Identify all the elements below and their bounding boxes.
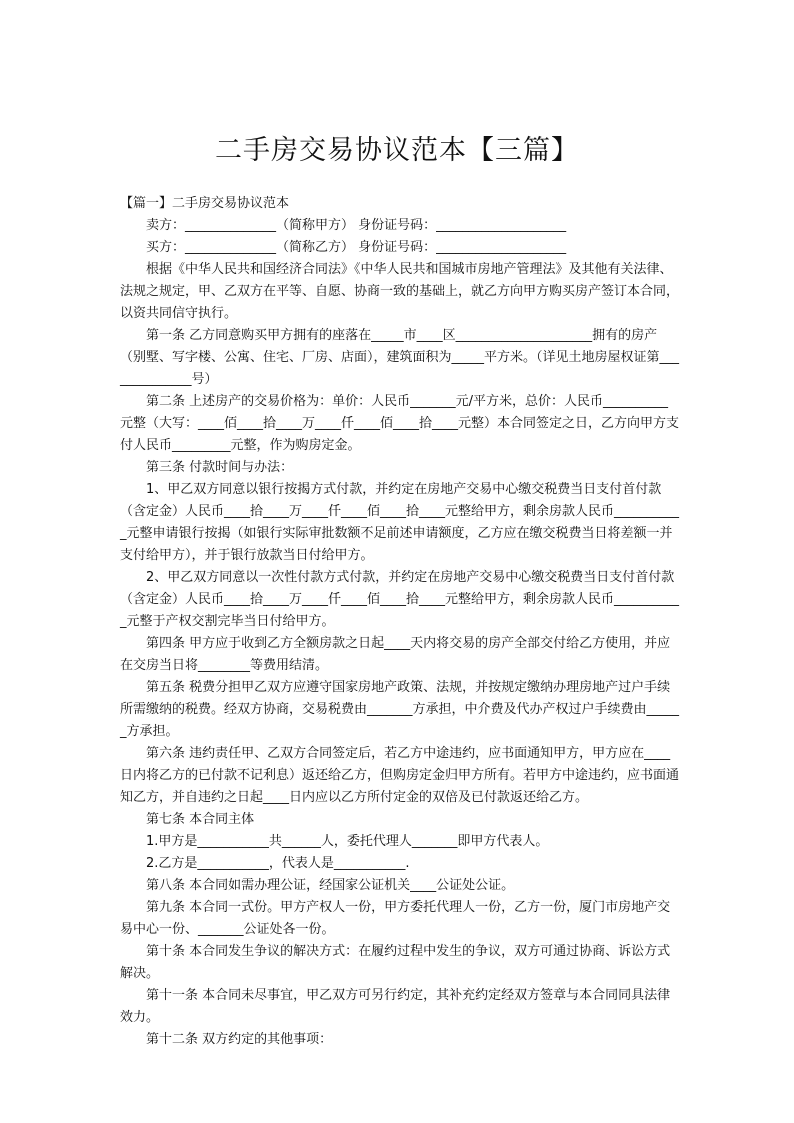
article-10: 第十条 本合同发生争议的解决方式：在履约过程中发生的争议，双方可通过协商、诉讼方式解决。 bbox=[120, 944, 671, 981]
article-1: 第一条 乙方同意购买甲方拥有的座落在_____市____区_____________________拥有的房产（别墅、写字楼、公寓、住宅、厂房、店面），建筑面积为_____平方米。（详见土地房屋权证第______________号） bbox=[120, 328, 680, 387]
document-body bbox=[120, 193, 680, 1051]
preamble-paragraph: 根据《中华人民共和国经济合同法》《中华人民共和国城市房地产管理法》及其他有关法律、法规之规定，甲、乙双方在平等、自愿、协商一致的基础上，就乙方向甲方购买房产签订本合同，以资共同信守执行。 bbox=[120, 262, 680, 321]
article-11: 第十一条 本合同未尽事宜，甲乙双方可另行约定，其补充约定经双方签章与本合同同具法律效力。 bbox=[120, 988, 671, 1025]
article-9: 第九条 本合同一式份。甲方产权人一份，甲方委托代理人一份，乙方一份，厦门市房地产交易中心一份、_______公证处各一份。 bbox=[120, 900, 671, 937]
document-title: 二手房交易协议范本【三篇】 bbox=[215, 135, 579, 166]
buyer-line: 买方：______________（简称乙方） 身份证号码：____________________ bbox=[146, 240, 567, 255]
article-3-item-2: 2、甲乙双方同意以一次性付款方式付款，并约定在房地产交易中心缴交税费当日支付首付款（含定金）人民币____拾____万____仟____佰____拾____元整给甲方，剩余房款人民币___________元整于产权交割完毕当日付给甲方。 bbox=[120, 570, 680, 629]
article-2: 第二条 上述房产的交易价格为：单价：人民币_______元/平方米，总价：人民币__________元整（大写：____佰____拾____万____仟____佰____拾____元整）本合同签定之日，乙方向甲方支付人民币_________元整，作为购房定金。 bbox=[120, 394, 680, 453]
article-7-item-1: 1.甲方是___________共______人，委托代理人_______即甲方代表人。 bbox=[146, 834, 549, 849]
section-heading: 【篇一】二手房交易协议范本 bbox=[120, 196, 290, 211]
article-8: 第八条 本合同如需办理公证，经国家公证机关____公证处公证。 bbox=[146, 878, 515, 893]
seller-line: 卖方：______________（简称甲方） 身份证号码：____________________ bbox=[146, 218, 567, 233]
article-12: 第十二条 双方约定的其他事项： bbox=[146, 1032, 333, 1047]
article-6: 第六条 违约责任甲、乙双方合同签定后，若乙方中途违约，应书面通知甲方，甲方应在____日内将乙方的已付款不记利息）返还给乙方，但购房定金归甲方所有。若甲方中途违约，应书面通知乙方，并自违约之日起____日内应以乙方所付定金的双倍及已付款返还给乙方。 bbox=[120, 746, 680, 805]
article-5: 第五条 税费分担甲乙双方应遵守国家房地产政策、法规，并按规定缴纳办理房地产过户手续所需缴纳的税费。经双方协商，交易税费由_______方承担，中介费及代办产权过户手续费由______方承担。 bbox=[120, 680, 680, 739]
article-7-item-2: 2.乙方是___________，代表人是___________. bbox=[146, 856, 410, 871]
article-3: 第三条 付款时间与办法： bbox=[146, 460, 294, 475]
article-4: 第四条 甲方应于收到乙方全额房款之日起____天内将交易的房产全部交付给乙方使用，并应在交房当日将________等费用结清。 bbox=[120, 636, 671, 673]
article-7: 第七条 本合同主体 bbox=[146, 812, 255, 827]
article-3-item-1: 1、甲乙双方同意以银行按揭方式付款，并约定在房地产交易中心缴交税费当日支付首付款（含定金）人民币____拾____万____仟____佰____拾____元整给甲方，剩余房款人民币___________元整申请银行按揭（如银行实际审批数额不足前述申请额度，乙方应在缴交税费当日将差额一并支付给甲方），并于银行放款当日付给甲方。 bbox=[120, 482, 680, 563]
